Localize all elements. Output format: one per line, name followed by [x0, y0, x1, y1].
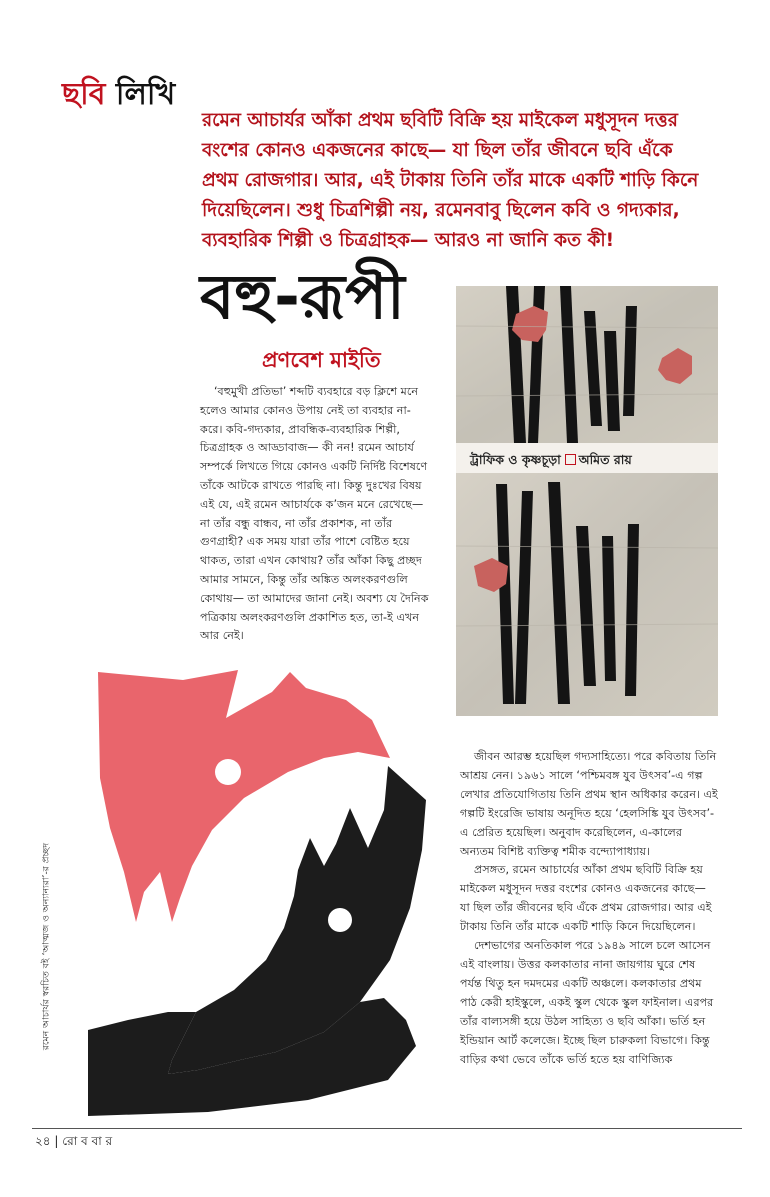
body-paragraph: প্রসঙ্গত, রমেন আচার্যের আঁকা প্রথম ছবিটি বিক্রি হয় মাইকেল মধুসূদন দত্তর বংশের কোনও একজনের কাছে— যা ছিল তাঁর জীবনের ছবি এঁকে প্রথম রোজগার। আর এই টাকায় তিনি তাঁর মাকে একটি শাড়ি কিনে দিয়েছিলেন।	[460, 863, 712, 934]
body-column-1	[200, 383, 432, 646]
footer-separator: |	[54, 1134, 59, 1148]
painting-artist: অমিত রায়	[578, 452, 632, 467]
painting-traffic-krishnachura	[456, 286, 718, 716]
painting-title: ট্রাফিক ও কৃষ্ণচূড়া	[470, 452, 561, 467]
intro-standfirst: রমেন আচার্যর আঁকা প্রথম ছবিটি বিক্রি হয় মাইকেল মধুসূদন দত্তর বংশের কোনও একজনের কাছে— যা ছিল তাঁর জীবনে ছবি এঁকে প্রথম রোজগার। আর, এই টাকায় তিনি তাঁর মাকে একটি শাড়ি কিনে দিয়েছিলেন। শুধু চিত্রশিল্পী নয়, রমেনবাবু ছিলেন কবি ও গদ্যকার, ব্যবহারিক শিল্পী ও চিত্রগ্রাহক— আরও না জানি কত কী!	[202, 110, 699, 251]
white-eye	[215, 759, 241, 785]
section-label-red: ছবি	[62, 77, 106, 112]
page-number: ২৪	[35, 1134, 51, 1148]
body-paragraph: ‘বহুমুখী প্রতিভা’ শব্দটি ব্যবহারে বড় ক্লিশে মনে হলেও আমার কোনও উপায় নেই তা ব্যবহার না-করে। কবি-গদ্যকার, প্রাবন্ধিক-ব্যবহারিক শিল্পী, চিত্রগ্রাহক ও আড্ডাবাজ— কী নন! রমেন আচার্য সম্পর্কে লিখতে গিয়ে কোনও একটি নির্দিষ্ট বিশেষণে তাঁকে আটকে রাখতে পারছি না। কিন্তু দুঃখের বিষয় এই যে, এই রমেন আচার্যকে ক’জন মনে রেখেছে— না তাঁর বন্ধু বান্ধব, না তাঁর প্রকাশক, না তাঁর গুণগ্রাহী? এক সময় যারা তাঁর পাশে বেষ্টিত হয়ে থাকত, তারা এখন কোথায়? তাঁর আঁকা কিছু প্রচ্ছদ আমার সামনে, কিন্তু তাঁর অঙ্কিত অলংকরণগুলি কোথায়— তা আমাদের জানা নেই। অবশ্য যে দৈনিক পত্রিকায় অলংকরণগুলি প্রকাশিত হত, তা-ই এখন আর নেই।	[200, 385, 429, 643]
page-footer	[35, 1133, 112, 1153]
magazine-name: রো ব বা র	[62, 1134, 113, 1148]
body-paragraph: জীবন আরম্ভ হয়েছিল গদ্যসাহিত্যে। পরে কবিতায় তিনি আশ্রয় নেন। ১৯৬১ সালে ‘পশ্চিমবঙ্গ যুব উৎসব’-এ গল্প লেখার প্রতিযোগিতায় তিনি প্রথম স্থান অধিকার করেন। এই গল্পটি ইংরেজি ভাষায় অনূদিত হয়ে ‘হেলসিঙ্কি যুব উৎসব’-এ প্রেরিত হয়েছিল। অনুবাদ করেছিলেন, এ-কালের অন্যতম বিশিষ্ট ব্যক্তিত্ব শমীক বন্দ্যোপাধ্যায়।	[460, 750, 718, 858]
white-eye	[328, 908, 352, 932]
body-paragraph: দেশভাগের অনতিকাল পরে ১৯৪৯ সালে চলে আসেন এই বাংলায়। উত্তর কলকাতার নানা জায়গায় ঘুরে শেষ পর্যন্ত থিতু হন দমদমের একটি অঞ্চলে। কলকাতার প্রথম পাঠ কেরী হাইস্কুলে, একই স্কুল থেকে স্কুল ফাইনাল। এরপর তাঁর বাল্যসঙ্গী হয়ে উঠল সাহিত্য ও ছবি আঁকা। ভর্তি হন ইন্ডিয়ান আর্ট কলেজে। ইচ্ছে ছিল চারুকলা বিভাগে। কিন্তু বাড়ির কথা ভেবে তাঁকে ভর্তি হতে হয় বাণিজ্যিক	[460, 939, 714, 1066]
section-label	[62, 75, 175, 115]
author-byline: প্রণবেশ মাইতি	[262, 348, 381, 372]
square-bullet-icon	[565, 454, 576, 465]
vertical-cover-caption: রমেন আচার্যর স্বরচিত বই ‘আত্মজ ও অন্যান্যরা’-র প্রচ্ছদ	[40, 842, 52, 1051]
book-cover-illustration	[88, 660, 440, 1120]
section-label-black: লিখি	[115, 77, 176, 112]
article-title: বহু-রূপী	[200, 260, 405, 333]
body-column-2	[460, 748, 718, 1069]
painting-caption	[470, 452, 632, 472]
footer-rule	[32, 1128, 742, 1129]
